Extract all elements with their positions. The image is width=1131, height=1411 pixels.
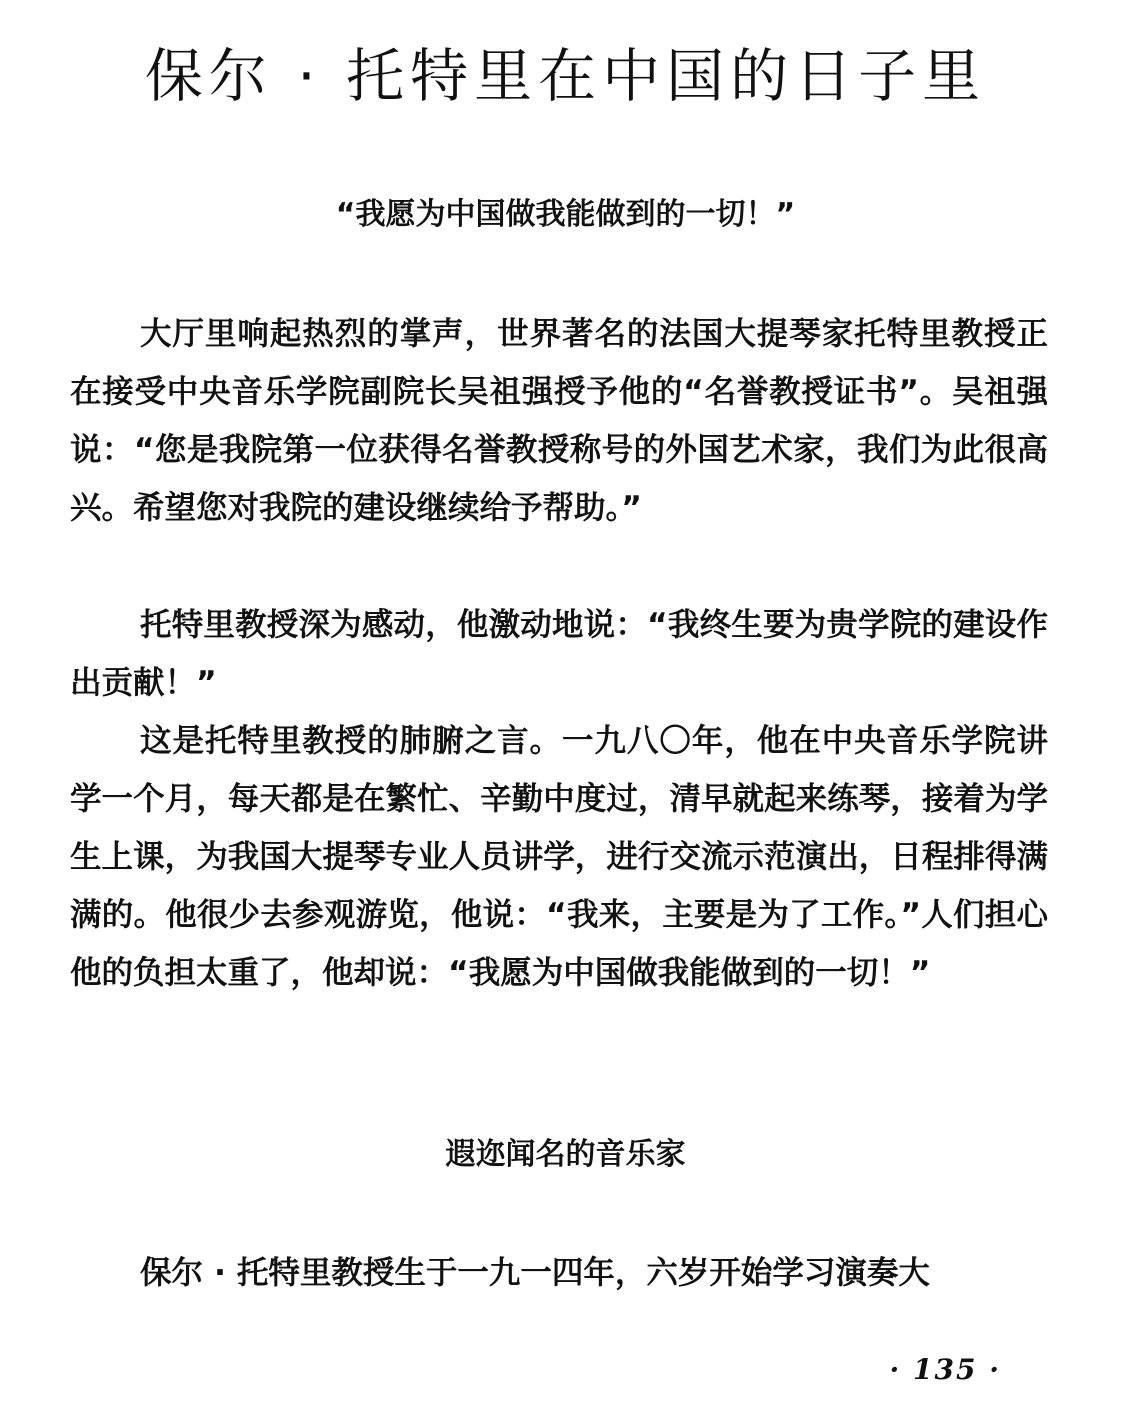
paragraph-4: 保尔 · 托特里教授生于一九一四年，六岁开始学习演奏大: [140, 1255, 930, 1291]
section-heading-1: “我愿为中国做我能做到的一切！”: [335, 197, 796, 232]
paragraph-3: 这是托特里教授的肺腑之言。一九八〇年，他在中央音乐学院讲学一个月，每天都是在繁忙、辛勤中度过，清早就起来练琴，接着为学生上课，为我国大提琴专业人员讲学，进行交流示范演出，日程排得满满的。他很少去参观游览，他说：“我来，主要是为了工作。”人们担心他的负担太重了，他却说：“我愿为中国做我能做到的一切！”: [70, 723, 1048, 991]
paragraph-1: 大厅里响起热烈的掌声，世界著名的法国大提琴家托特里教授正在接受中央音乐学院副院长吴祖强授予他的“名誉教授证书”。吴祖强说：“您是我院第一位获得名誉教授称号的外国艺术家，我们为此很高兴。希望您对我院的建设继续给予帮助。”: [70, 316, 1048, 526]
paragraph-2: 托特里教授深为感动，他激动地说：“我终生要为贵学院的建设作出贡献！”: [70, 607, 1048, 701]
section-heading-2: 遐迩闻名的音乐家: [445, 1137, 686, 1172]
page-number: · 135 ·: [889, 1353, 1001, 1386]
page-title: 保尔 · 托特里在中国的日子里: [144, 42, 987, 110]
